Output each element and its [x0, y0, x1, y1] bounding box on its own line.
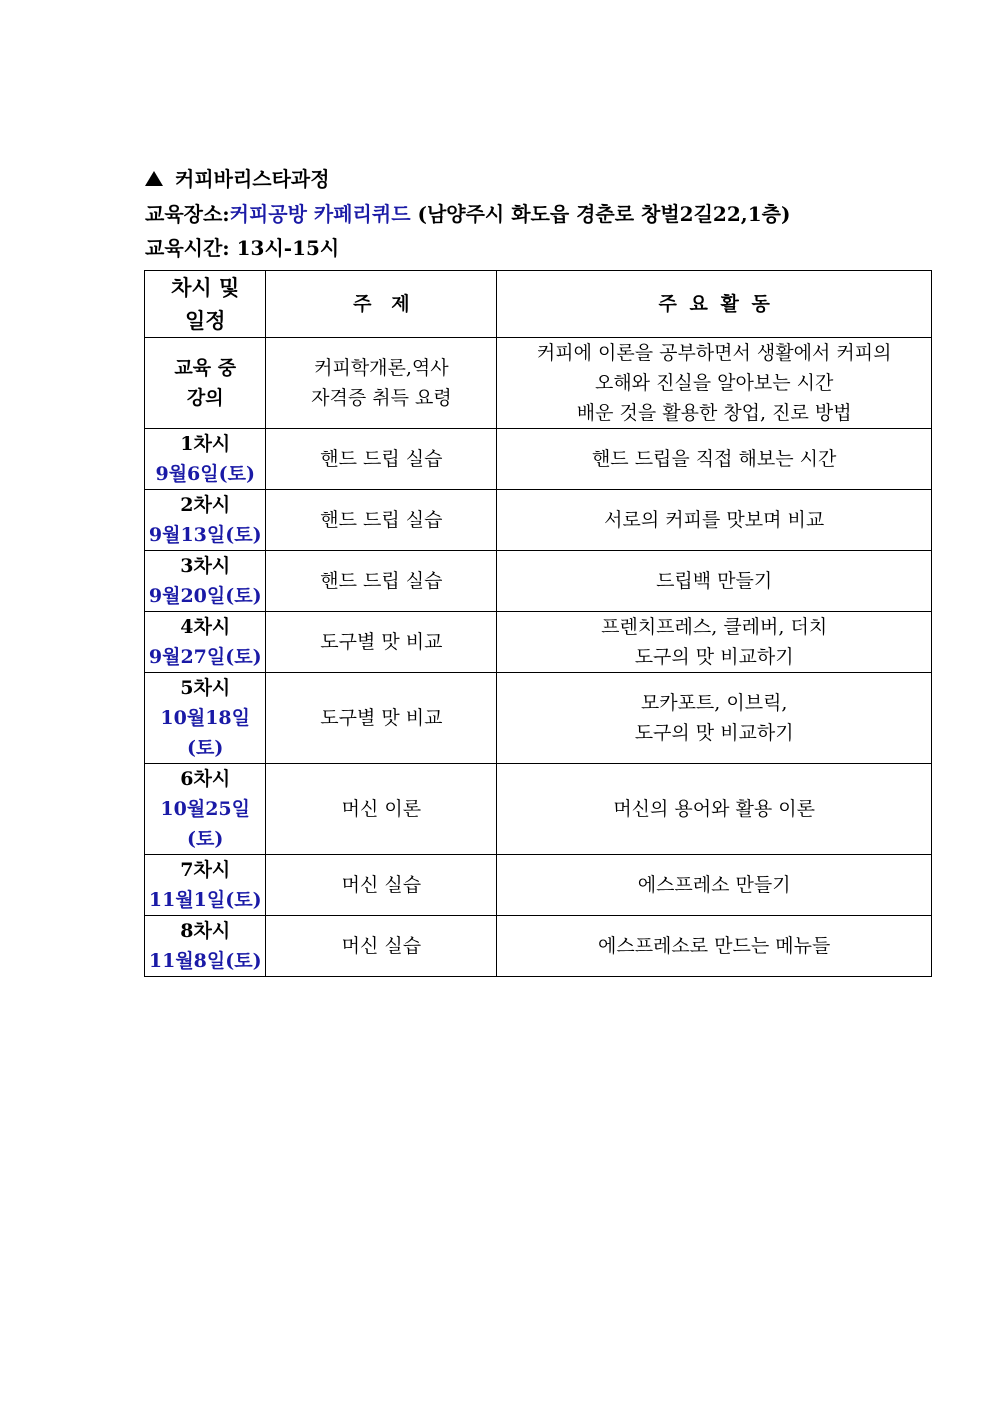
topic-cell: 도구별 맛 비교: [266, 612, 497, 673]
topic-cell: 커피학개론,역사 자격증 취득 요령: [266, 338, 497, 429]
session-cell: 8차시 11월8일(토): [145, 916, 266, 977]
session-cell: 6차시 10월25일(토): [145, 764, 266, 855]
session-date: 11월1일(토): [148, 889, 262, 911]
table-row: [145, 490, 932, 551]
activity-cell: 프렌치프레스, 클레버, 더치 도구의 맛 비교하기: [497, 612, 932, 673]
session-cell: 3차시 9월20일(토): [145, 551, 266, 612]
table-header-row: [145, 271, 932, 338]
activity-cell: 서로의 커피를 맛보며 비교: [497, 490, 932, 551]
topic-cell: 머신 실습: [266, 916, 497, 977]
session-cell: 교육 중 강의: [145, 338, 266, 429]
topic-cell: 핸드 드립 실습: [266, 429, 497, 490]
session-date: 10월25일(토): [160, 798, 251, 850]
topic-cell: 핸드 드립 실습: [266, 490, 497, 551]
table-row: [145, 429, 932, 490]
activity-cell: 모카포트, 이브릭, 도구의 맛 비교하기: [497, 673, 932, 764]
time-line: [145, 232, 339, 261]
session-date: 9월27일(토): [148, 646, 262, 668]
topic-cell: 핸드 드립 실습: [266, 551, 497, 612]
session-cell: 4차시 9월27일(토): [145, 612, 266, 673]
session-date: 9월13일(토): [148, 524, 262, 546]
session-cell: 7차시 11월1일(토): [145, 855, 266, 916]
schedule-table: [144, 270, 932, 977]
activity-cell: 핸드 드립을 직접 해보는 시간: [497, 429, 932, 490]
session-date: 9월6일(토): [155, 463, 255, 485]
topic-cell: 도구별 맛 비교: [266, 673, 497, 764]
session-cell: 1차시 9월6일(토): [145, 429, 266, 490]
time-value: 13시-15시: [236, 236, 340, 260]
course-title: 커피바리스타과정: [175, 167, 330, 191]
header-activities: 주 요 활 동: [497, 271, 932, 338]
location-name: 커피공방 카페리퀴드: [229, 202, 411, 226]
location-line: [145, 198, 790, 227]
activity-cell: 커피에 이론을 공부하면서 생활에서 커피의 오해와 진실을 알아보는 시간 배운 것을 활용한 창업, 진로 방법: [497, 338, 932, 429]
session-cell: 2차시 9월13일(토): [145, 490, 266, 551]
session-cell: 5차시 10월18일(토): [145, 673, 266, 764]
location-label: 교육장소:: [145, 202, 230, 226]
table-row: [145, 916, 932, 977]
table-row: [145, 551, 932, 612]
time-label: 교육시간:: [145, 236, 230, 260]
activity-cell: 에스프레소 만들기: [497, 855, 932, 916]
table-row: [145, 764, 932, 855]
triangle-up-icon: [145, 171, 163, 186]
table-row: [145, 673, 932, 764]
course-title-line: [145, 163, 330, 192]
topic-cell: 머신 실습: [266, 855, 497, 916]
location-address: (남양주시 화도읍 경춘로 창벌2길22,1층): [417, 202, 791, 226]
activity-cell: 드립백 만들기: [497, 551, 932, 612]
activity-cell: 머신의 용어와 활용 이론: [497, 764, 932, 855]
session-date: 10월18일(토): [160, 707, 251, 759]
table-row: [145, 338, 932, 429]
header-topic: 주 제: [266, 271, 497, 338]
table-row: [145, 855, 932, 916]
activity-cell: 에스프레소로 만드는 메뉴들: [497, 916, 932, 977]
table-row: [145, 612, 932, 673]
topic-cell: 머신 이론: [266, 764, 497, 855]
header-session-schedule: 차시 및 일정: [145, 271, 266, 338]
session-date: 9월20일(토): [148, 585, 262, 607]
session-date: 11월8일(토): [148, 950, 262, 972]
